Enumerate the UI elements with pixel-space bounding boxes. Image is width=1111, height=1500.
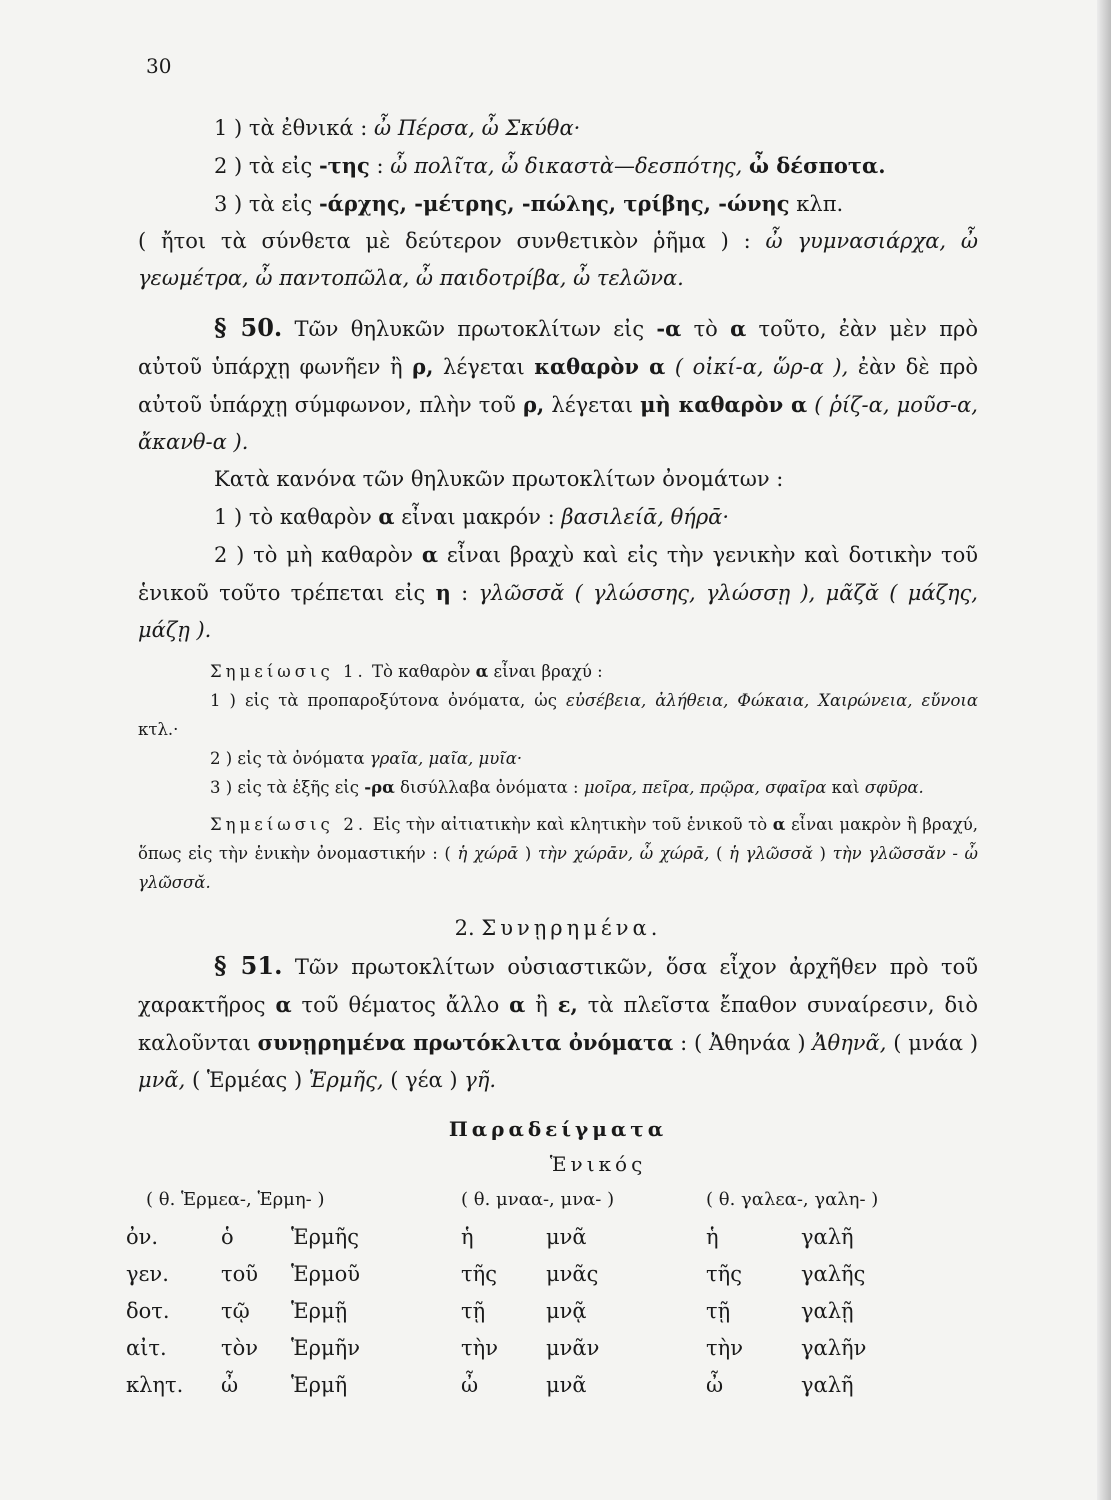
note-1-item-3: 3 ) εἰς τὰ ἑξῆς εἰς -ρα δισύλλαβα ὀνόματα : μοῖρα, πεῖρα, πρῷρα, σφαῖρα καὶ σφῦρα. xyxy=(210,778,924,797)
table-row xyxy=(126,1366,951,1403)
article: τῆς xyxy=(706,1261,742,1286)
table-row xyxy=(126,1329,951,1366)
stem-label: ( θ. μναα-, μνα- ) xyxy=(461,1189,615,1210)
noun-form: Ἑρμῆ xyxy=(291,1372,348,1397)
rule-1: 1 ) τὸ καθαρὸν α εἶναι μακρόν : βασιλείᾱ, θήρᾱ· xyxy=(214,504,730,529)
subsection-title: 2. Συνῃρημένα. xyxy=(454,916,662,940)
article: τῆς xyxy=(461,1261,497,1286)
paradigm-title: Παραδείγματα xyxy=(448,1117,668,1141)
page-number: 30 xyxy=(146,54,172,78)
declension-table xyxy=(126,1181,951,1403)
list-item-tes: 2 ) τὰ εἰς -της : ὦ πολῖτα, ὦ δικαστὰ—δεσπότης, ὦ δέσποτα. xyxy=(214,153,886,178)
article: τῷ xyxy=(221,1298,250,1323)
note-2: Σημείωσις 2. Εἰς τὴν αἰτιατικὴν καὶ κλητικὴν τοῦ ἑνικοῦ τὸ α εἶναι μακρὸν ἢ βραχύ, ὅπως εἰς τὴν ἑνικὴν ὀνομαστικήν : ( ἡ χώρᾱ ) τὴν χώρᾱν, ὦ χώρᾱ, ( ἡ γλῶσσᾰ ) τὴν γλῶσσᾰν - ὦ γλῶσσᾰ. xyxy=(138,815,978,892)
case-label: αἰτ. xyxy=(126,1335,167,1360)
note-1-item-1: 1 ) εἰς τὰ προπαροξύτονα ὀνόματα, ὡς εὐσέβεια, ἀλήθεια, Φώκαια, Χαιρώνεια, εὔνοια κτλ.· xyxy=(138,691,978,739)
noun-form: Ἑρμῇ xyxy=(291,1298,348,1323)
table-row xyxy=(126,1218,951,1255)
rule-intro: Κατὰ κανόνα τῶν θηλυκῶν πρωτοκλίτων ὀνομάτων : xyxy=(214,467,784,491)
article: ὦ xyxy=(461,1372,479,1397)
section-number: § 51. xyxy=(214,951,283,980)
list-item-compounds: 3 ) τὰ εἰς -άρχης, -μέτρης, -πώλης, τρίβης, -ώνης κλπ. xyxy=(214,191,844,216)
page-body xyxy=(126,110,979,1403)
noun-form: μνᾶς xyxy=(546,1261,599,1286)
article: ἡ xyxy=(461,1224,474,1249)
article: τοῦ xyxy=(221,1261,259,1286)
article: ὦ xyxy=(221,1372,239,1397)
article: τῇ xyxy=(461,1298,486,1323)
case-label: δοτ. xyxy=(126,1298,170,1323)
article: τὴν xyxy=(461,1335,498,1360)
compounds-explanation: ( ἤτοι τὰ σύνθετα μὲ δεύτερον συνθετικὸν ῥῆμα ) : ὦ γυμνασιάρχα, ὦ γεωμέτρα, ὦ παντοπῶλα, ὦ παιδοτρίβα, ὦ τελῶνα. xyxy=(138,229,978,290)
article: ὦ xyxy=(706,1372,724,1397)
stem-label: ( θ. γαλεα-, γαλη- ) xyxy=(706,1189,879,1210)
noun-form: Ἑρμῆν xyxy=(291,1335,361,1360)
article: ὁ xyxy=(221,1224,234,1249)
stem-label: ( θ. Ἑρμεα-, Ἑρμη- ) xyxy=(146,1189,325,1210)
noun-form: γαλῆ xyxy=(801,1372,854,1397)
noun-form: μνᾷ xyxy=(546,1298,587,1323)
stem-row xyxy=(126,1181,951,1218)
article: τῇ xyxy=(706,1298,731,1323)
article: τὴν xyxy=(706,1335,743,1360)
noun-form: γαλῇ xyxy=(801,1298,854,1323)
noun-form: Ἑρμοῦ xyxy=(291,1261,361,1286)
case-label: ὀν. xyxy=(126,1224,159,1249)
table-row xyxy=(126,1292,951,1329)
noun-form: γαλῆς xyxy=(801,1261,866,1286)
note-1-heading: Σημείωσις 1. Τὸ καθαρὸν α εἶναι βραχύ : xyxy=(210,662,603,681)
section-50-paragraph: § 50. Τῶν θηλυκῶν πρωτοκλίτων εἰς -α τὸ α τοῦτο, ἐὰν μὲν πρὸ αὐτοῦ ὑπάρχῃ φωνῆεν ἢ ρ, λέγεται καθαρὸν α ( οἰκί-α, ὥρ-α ), ἐὰν δὲ πρὸ αὐτοῦ ὑπάρχῃ σύμφωνον, πλὴν τοῦ ρ, λέγεται μὴ καθαρὸν α ( ῥίζ-α, μοῦσ-α, ἄκανθ-α ). xyxy=(138,313,978,454)
table-row xyxy=(126,1255,951,1292)
section-51-paragraph: § 51. Τῶν πρωτοκλίτων οὐσιαστικῶν, ὅσα εἶχον ἀρχῆθεν πρὸ τοῦ χαρακτῆρος α τοῦ θέματος ἄλλο α ἢ ε, τὰ πλεῖστα ἔπαθον συναίρεσιν, διὸ καλοῦνται συνῃρημένα πρωτόκλιτα ὀνόματα : ( Ἀθηνάα ) Ἀθηνᾶ, ( μνάα ) μνᾶ, ( Ἑρμέας ) Ἑρμῆς, ( γέα ) γῆ. xyxy=(138,951,979,1092)
paradigm-subtitle: Ἑνικός xyxy=(549,1152,647,1176)
list-item-ethnika: 1 ) τὰ ἐθνικά : ὦ Πέρσα, ὦ Σκύθα· xyxy=(214,116,581,140)
rule-2: 2 ) τὸ μὴ καθαρὸν α εἶναι βραχὺ καὶ εἰς τὴν γενικὴν καὶ δοτικὴν τοῦ ἑνικοῦ τοῦτο τρέπεται εἰς η : γλῶσσᾰ ( γλώσσης, γλώσσῃ ), μᾶζᾰ ( μάζης, μάζῃ ). xyxy=(138,542,978,642)
note-1-item-2: 2 ) εἰς τὰ ὀνόματα γραῖα, μαῖα, μυῖα· xyxy=(210,749,523,768)
section-number: § 50. xyxy=(214,313,283,342)
page-gutter-shadow xyxy=(1097,0,1111,1500)
case-label: κλητ. xyxy=(126,1372,184,1397)
article: τὸν xyxy=(221,1335,259,1360)
noun-form: γαλῆ xyxy=(801,1224,854,1249)
noun-form: γαλῆν xyxy=(801,1335,867,1360)
noun-form: μνᾶ xyxy=(546,1372,587,1397)
article: ἡ xyxy=(706,1224,719,1249)
noun-form: Ἑρμῆς xyxy=(291,1224,360,1249)
noun-form: μνᾶ xyxy=(546,1224,587,1249)
case-label: γεν. xyxy=(126,1261,169,1286)
noun-form: μνᾶν xyxy=(546,1335,600,1360)
